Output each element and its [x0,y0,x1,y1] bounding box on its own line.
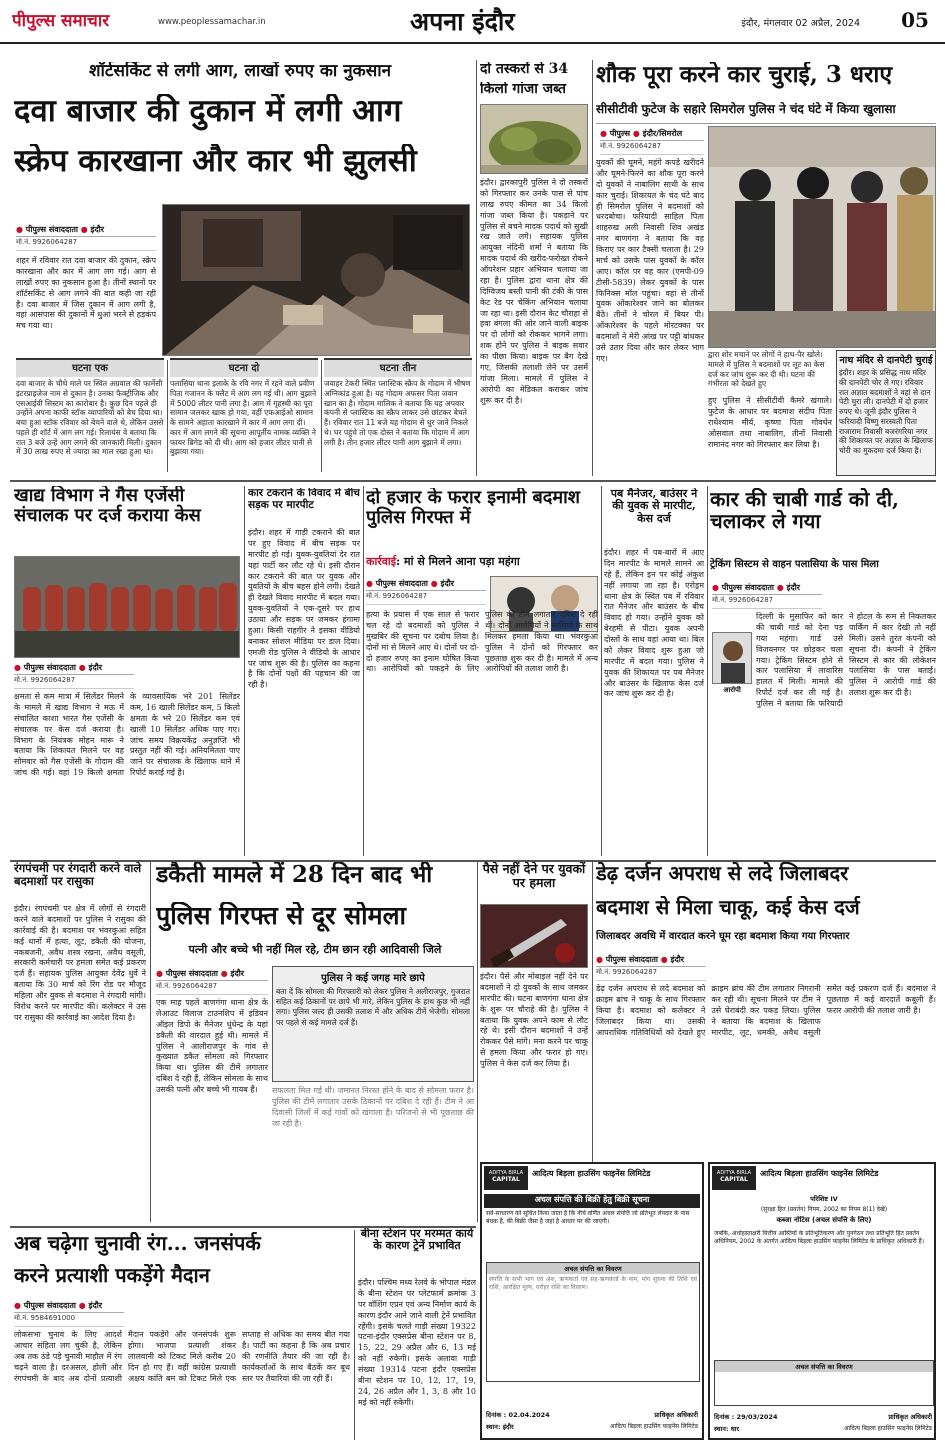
absconding-kicker: कार्रवाई: मां से मिलने आना पड़ा महंगा [366,555,520,568]
ganja-body: इंदौर। द्वारकापुरी पुलिस ने दो तस्करों को गिरफ्तार कर उनके पास से पांच लाख रुपए कीमत का 34 किलो गांजा जब्त किया है। पकड़ाने पर पुलिस से बचने मादक पदार्थ को सुखी रख जाते लगे। सहायक पुलिस आयुक्त नंदिनी शर्मा ने बताया कि मादक पदार्थ की खरीद-फरोख्त रोकने ऑपरेशन प्रहार अभियान चलाया जा रहा है। पुलिस द्वारा थाना क्षेत्र की दिग्विजय बस्ती पानी की टंकी के पास केट रेड पर चेकिंग अभियान चलाया जा रहा था। इसी दौरान केट चौराहा से हवा बंगला की ओर जाने वाली बाइक पर दो लोगों को रोककर भागने लगा। शक होने पर पुलिस ने बाइक सवार का पीछा किया। बाइक पर बैग देखे गए, जिसकी तलाशी लेने पर उसमें गांजा मिला। मामले में पुलिस ने आरोपी का मेडिकल कराकर जांच शुरू कर दी है। [480,178,588,405]
externment-body: डेढ़ दर्जन अपराध से लदे बदमाश को क्राइम ब्रांच ने चाकू के साथ गिरफ्तार किया है। बदमाश को कलेक्टर ने जिलाबदर किया था। उसकी आपराधिक गतिविधियों को देखते हुए क्राइम ब्रांच की टीम लगातार निगरानी कर रही थी। सूचना मिलने पर टीम ने उसे घेराबंदी कर पकड़ लिया। पुलिस ने बताया कि बदमाश के खिलाफ मारपीट, लूट, धमकी, अवैध वसूली समेत कई प्रकरण दर्ज हैं। बदमाश ने पूछताछ में कई वारदातें कबूली हैं। फरार आरोपी की तलाश जारी है। [596,984,936,1037]
fire-body: शहर में रविवार रात दवा बाजार की दुकान, स्क्रेप कारखाना और कार में आग लग गई। आग से लाखों रुपए का नुकसान हुआ है। तीनों स्थानों पर शॉर्टसर्किट से आग लगने की बात कही जा रही है। दवा बाजार में जिस दुकान में आग लगी है, वहां आसपास की दुकानों में धुआं भरने से हड़कंप मच गया था। [16,256,156,331]
ad-right-fine-print: जबकि, अधोहस्ताक्षरी वित्तीय आस्तियों के प्रतिभूतिकरण और पुनर्गठन तथा प्रतिभूति हित प्रवर्तन अधिनियम, 2002 के अंतर्गत आदित्य बिड़ला हाउसिंग फाइनेंस लिमिटेड के प्राधिकृत अधिकारी हैं। [714,1230,924,1245]
dacoity-body: एक माह पहले बाणगंगा थाना क्षेत्र के लेआउट विलाज टाउनशिप में इंडियन ऑइल डिपो के मैनेजर धुंधेन्द्र के यहां डकैती की वारदात हुई थी। मामले में पुलिस ने आलीराजपुर के गांव से कुख्यात डकैत सोमला को गिरफ्तार किया था। पुलिस की टीमें लगातार दबिश दे रही हैं, लेकिन सोमला के साथ उसकी पत्नी और बच्चे भी गायब हैं। [156,998,268,1094]
gas-byline: ● पीपुल्स संवाददाता ● इंदौर मो.नं. 9926064287 [14,660,134,690]
gas-body: क्षमता से कम मात्रा में सिलेंडर मिलने के मामले में खाद्य विभाग ने मऊ में संचालित काशा भारत गैस एजेंसी के संचालक पर केस दर्ज कराया है। विभाग के नियंत्रक मोहन मारू ने बताया कि शिकायत मिलने पर वह सोमवार को गैस एजेंसी के गोदाम की जांच की गई। वहां 19 किलो क्षमता के व्यावसायिक भरे 201 सिलेंडर कम, 16 खाली सिलेंडर कम, 5 किलो क्षमता के भरे 20 सिलेंडर कम एवं खाली 10 सिलेंडर अधिक पाए गए। जांच समय विक्रयकेंद्र अनुज्ञप्ति भी प्रस्तुत नहीं की गई। अनियमितता पाए जाने पर संचालक के खिलाफ थाने में रिपोर्ट कराई गई है। [14,692,240,778]
fire-kicker: शॉर्टसर्किट से लगी आग, लाखों रुपए का नुकसान [88,62,392,81]
ad-right-company: आदित्य बिड़ला हाउसिंग फाइनेंस लिमिटेड [760,1169,879,1178]
ad-right-signatory-company: आदित्य बिड़ला हाउसिंग फाइनेंस लिमिटेड [843,1425,932,1432]
fire-box-1: घटना एक दवा बाजार के चौथे माले पर स्थित अग्रवाल की फार्मेसी इंटरप्राइजेज नाम से दुकान है। उनका फैक्ट्रीजिक और एसआईवी सिस्टम का कारोबार है। कुछ दिन पहले ही उन्होंने अपना काफी स्टॉक व्यापारियों को बेच दिया था। बचा हुआ स्टॉक रविवार को बेचने वाले थे, लेकिन उससे पहले ही शॉर्ट में आग लग गई। रिलायंस वे बताया कि रात 3 बजे उन्हें आग लगने की जानकारी मिली। दुकान में 30 लाख रुपए से ज्यादा का माल रखा हुआ था। [16,358,164,474]
ad-left-logo: ADITYA BIRLA CAPITAL [484,1166,528,1190]
bouncer-body: इंदौर। शहर में पब-बारों में आए दिन मारपीट के मामले सामने आ रहे हैं, लेकिन इन पर कोई अंकुश नहीं लगाया जा रहा है। एरोड्रम थाना क्षेत्र के स्थित पब में रविवार रात मैनेजर और बाउंसर के बीच विवाद हो गया। उन्होंने युवक को बेरहमी से पीटा। युवक अपनी दोस्तों के साथ वहां आया था। बिल को लेकर विवाद शुरू हुआ जो मारपीट में बदल गया। पुलिस ने युवक की शिकायत पर पब मैनेजर और बाउंसर के खिलाफ केस दर्ज कर जांच शुरू कर दी है। [604,548,704,699]
fire-box-2: घटना दो पलासिया थाना इलाके के रवि नगर में रहने वाले प्रवीण पिता गजानन के फ्लैट में आग लग गई थी। आग बुझाने में 5000 लीटर पानी लगा है। आग में गृहस्थी का पूरा सामान जलकर खाक हो गया, वहीं एफआईओ सामान के सामने अहाता कारखाने में कार में आग लगा दी। कार में आग लगने की सूचना आपूर्तीय नामक व्यक्ति ने फायर ब्रिगेड को दी थी। आग को हजार लीटर पानी से बुझाया गया। [170,358,318,474]
bouncer-headline: पब मैनेजर, बाउंसर ने की युवक से मारपीट, केस दर्ज [610,488,698,525]
car-theft-caption: द्वारा शोर मचाने पर लोगों ने हाथ-पैर खोले। मामले में पुलिस ने बदमाशों पर लूट का केस दर्ज कर जांच शुरू कर दी थी। घटना की गंभीरता को देखते हुए [708,350,825,389]
car-theft-body: युवकों की घूमने, महंगे कपड़े खरीदने और घूमने-फिरने का शौक पूरा करने दो युवकों ने नाबालिग साथी के साथ कार चुराई। शिकायत के चंद घंटे बाद ही सिमरोल पुलिस ने बदमाशों को धरदबोचा। फरियादी साहिल पिता शाहरुख अली निवासी शिव अखंड नगर बाणगंगा ने बताया कि वह किराए पर कार टैक्सी चलाता है। 29 मार्च को उसके पास युवकों के कॉल आए। कॉल पर वह कार (एमपी-09 टीसी-5839) लेकर युवकों के पास फिनिक्स मॉल पहुंचा। वहां से तीनों युवक ओंकारेश्वर जाने का बोलकर बैठे। तीनों ने चोरल में बियर पी। ओंकारेश्वर के पहले मोरटक्का पर बदमाशों ने मेरी आंख पर पट्टी बांधकर उसे उतार दिया और कार लेकर भाग गए। [596,158,704,363]
ad-right-appendix: परिशिष्ट IV [810,1195,838,1203]
date-line: इंदौर, मंगलवार 02 अप्रैल, 2024 [741,18,860,29]
gas-headline: खाद्य विभाग ने गैस एजेंसी संचालक पर दर्ज कराया केस [14,486,201,527]
absconding-byline: ● पीपुल्स संवाददाता ● इंदौर मो.नं. 9926064287 [366,576,486,606]
car-theft-photo [708,126,936,348]
externment-subhead: जिलाबदर अवधि में वारदात करने घूम रहा बदमाश किया गया गिरफ्तार [596,931,850,942]
ganja-photo [480,104,588,174]
externment-byline: ● पीपुल्स संवाददाता ● इंदौर मो.नं. 9926064287 [596,952,706,982]
election-headline-1: अब चढ़ेगा चुनावी रंग... जनसंपर्क [14,1232,261,1255]
ad-left-signatory: प्राधिकृत अधिकारी [654,1411,698,1419]
dacoity-byline: ● पीपुल्स संवाददाता ● इंदौर मो.नं. 9926064287 [156,966,268,996]
dacoity-headline-2: पुलिस गिरफ्त से दूर सोमला [156,902,406,930]
ad-left-place: स्थान: इंदौर [486,1423,514,1431]
ad-right-date: दिनांक : 29/03/2024 [714,1413,778,1421]
ad-right-logo: ADITYA BIRLA CAPITAL [712,1166,756,1190]
paper-logo: पीपुल्स समाचार [12,11,110,31]
guard-body: दिल्ली के मुसाफिर को कार की चाबी गार्ड को देना पड़ गया महंगा। गार्ड उसे विजयनगर पर छोड़कर चला गया। ट्रेकिंग सिस्टम होने से कार पलासिया में लावारिस हालत में मिली। मामले की रिपोर्ट दर्ज कर ली गई है। पुलिस ने बताया कि फरियादी ने होटल के रूम से निकलकर पार्किंग में कार देखी तो नहीं मिली। उसने तुरंत कंपनी को सूचना दी। कंपनी ने ट्रेकिंग सिस्टम से कार की लोकेशन पलासिया के पास बताई। पुलिस ने आरोपी गार्ड की तलाश शुरू कर दी है। [756,612,936,708]
ad-left-fine-print: सर्व-साधारण को सूचित किया जाता है कि नीचे वर्णित अचल संपत्ति जो प्रतिभूत लेनदार के पास बंधक है, की बिक्री जैसा है जहां है आधार पर की जाएगी। [486,1210,690,1225]
ad-left-notice-title: अचल संपत्ति की बिक्री हेतु बिक्री सूचना [484,1194,700,1208]
road-fight-body: इंदौर। शहर में गाड़ी टकराने की बात पर हुए विवाद में बीच सड़क पर मारपीट हो गई। युवक-युवतियां देर रात यहां पार्टी कर लौट रहे थे। इसी दौरान कार टकराने की बात पर युवक और युवतियों के बीच बहस होने लगी। देखते ही देखते विवाद मारपीट में बदल गया। युवक-युवतियों ने एक-दूसरे पर हाथ उठाया और सड़क पर जमकर हंगामा हुआ। किसी राहगीर ने इसका वीडियो बनाकर सोशल मीडिया पर डाल दिया। एमजी रोड पुलिस ने वीडियो के आधार पर जांच शुरू की है। पुलिस का कहना है कि दोनों पक्षों की पहचान की जा रही है। [248,528,360,690]
railway-headline: बीना स्टेशन पर मरम्मत कार्य के कारण ट्रेनें प्रभावित [360,1228,474,1253]
election-byline: ● पीपुल्स संवाददाता ● इंदौर मो.नं. 9584691000 [14,1298,124,1328]
knife-photo [480,904,588,968]
road-fight-headline: कार टकराने के विवाद में बीच सड़क पर मारपीट [248,488,360,511]
ad-left-date: दिनांक : 02.04.2024 [486,1411,550,1419]
ad-right [708,1162,936,1440]
guard-byline: ● पीपुल्स संवाददाता ● इंदौर मो.नं. 9926064287 [712,580,822,610]
dacoity-box: पुलिस ने कई जगह मारे छापे बता दें कि सोमला की गिरफ्तारी को लेकर पुलिस ने अलीराजपुर, गुजरात सहित कई ठिकानों पर छापे भी मारे, लेकिन पुलिस के हाथ कुछ भी नहीं लगा। पुलिस जल्द ही उसकी तलाश में और अधिक टीमें भेजेगी। सोमला पर पहले से कई मामले दर्ज हैं। [272,966,474,1082]
page-number: 05 [901,8,929,32]
fire-byline: ● पीपुल्स संवाददाता ● इंदौर मो.नं. 9926064287 [16,222,156,254]
ad-right-notice-title: कब्जा नोटिस (अचल संपत्ति के लिए) [776,1216,872,1224]
fire-photo [162,204,470,356]
dacoity-headline-1: डकैती मामले में 28 दिन बाद भी [156,862,433,888]
guard-subhead: ट्रेकिंग सिस्टम से वाहन पलासिया के पास मिला [710,559,879,570]
election-headline-2: करने प्रत्याशी पकड़ेंगे मैदान [14,1264,210,1287]
ad-left-signatory-company: आदित्य बिड़ला हाउसिंग फाइनेंस लिमिटेड [609,1423,698,1430]
ganja-headline-1: दो तस्करों से 34 [480,62,569,77]
rangpanchami-body: इंदौर। रंगपंचमी पर क्षेत्र में लोगों से रंगदारी करने वाले बदमाशों पर पुलिस ने रासुका की कार्रवाई की है। बदमाश पर भंवरकुआं सहित कई थानों में हत्या, लूट, डकैती की योजना, नकबजनी, अवैध शस्त्र रखना, अवैध वसूली, सरकारी कर्मचारी पर हमला समेत कई प्रकरण दर्ज हैं। सहायक पुलिस आयुक्त देवेंद्र धुर्वे ने बताया कि 30 मार्च को रिंग रोड पर मौजूद महिला और युवक से बदमाश ने रंगदारी मांगी। विरोध करने पर मारपीट की। कलेक्टर ने उस पर रासुका की कार्रवाई का आदेश दिया है। [14,904,146,1022]
externment-headline-1: डेढ़ दर्जन अपराध से लदे जिलाबदर [596,862,849,885]
railway-body: इंदौर। पश्चिम मध्य रेलवे के भोपाल मंडल के बीना स्टेशन पर प्लेटफार्म क्रमांक 3 पर वॉशिंग एप्रन एवं अन्य निर्माण कार्य के कारण इंदौर आने जाने वाली ट्रेनें प्रभावित रहेंगी। इसके चलते गाड़ी संख्या 19322 पटना-इंदौर एक्सप्रेस बीना स्टेशन पर 8, 15, 22, 29 अप्रैल और 6, 13 मई को नहीं रुकेगी। इसके अलावा गाड़ी संख्या 19314 पटना इंदौर एक्सप्रेस बीना स्टेशन पर 10, 12, 17, 19, 24, 26 अप्रैल और 1, 3, 8 और 10 मई को नहीं रुकेगी। [358,1278,476,1407]
knife-headline: पैसे नहीं देने पर युवकों पर हमला [482,862,586,890]
ad-right-signatory: प्राधिकृत अधिकारी [888,1413,932,1421]
car-theft-subhead: सीसीटीवी फुटेज के सहारे सिमरोल पुलिस ने चंद घंटे में किया खुलासा [596,100,936,124]
temple-box: नाथ मंदिर से दानपेटी चुराई इंदौर। शहर के प्रसिद्ध नाथ मंदिर की दानपेटी चोर ले गए। रविवार रात अज्ञात बदमाशों ने वहां से दान पेटी चुरा ली। दानपेटी में दो हजार रुपए थे। जूनी इंदौर पुलिस ने फरियादी विष्णु सरस्वती पिता राजाराम निवासी बजरंगरिया नगर की शिकायत पर अज्ञात के खिलाफ चोरी का मुकदमा दर्ज किया है। [836,350,936,476]
fire-headline-2: स्क्रेप कारखाना और कार भी झुलसी [14,144,417,179]
section-title: अपना इंदौर [410,7,515,36]
ad-right-place: स्थान: धार [714,1425,740,1433]
ganja-headline-2: किलो गांजा जब्त [480,82,566,97]
election-body: लोकसभा चुनाव के लिए आदर्श आचार संहिता लग चुकी है, लेकिन अब तक ठंडे पड़े चुनावी माहौल में रंग चढ़ने वाला है। दरअसल, होली और रंगपंचमी के बाद अब दोनों प्रत्याशी मैदान पकड़ेंगे और जनसंपर्क शुरू होगा। भाजपा प्रत्याशी शंकर लालवानी को टिकट मिले करीब 20 दिन हो गए हैं। वहीं कांग्रेस प्रत्याशी अक्षय कांति बम को टिकट मिले एक सप्ताह से अधिक का समय बीत गया है। पार्टी का कहना है कि अब प्रचार की रणनीति तैयार की जा रही है। कार्यकर्ताओं के साथ बैठकें कर बूथ स्तर पर तैयारियां की जा रही हैं। [14,1330,350,1383]
guard-headline: कार की चाबी गार्ड को दी, चलाकर ले गया [710,488,899,534]
car-theft-body-2: हुए पुलिस ने सीसीटीवी कैमरे खंगाले। फुटेज के आधार पर बदमाश संदीप पिता राधेश्याम मीर्य, कृष्णा पिता गोवर्धन ओसवाल तथा नाबालिग, तीनों निवासी रामानंद नगर को गिरफ्तार कर लिया है। [708,396,832,449]
ad-left-company: आदित्य बिड़ला हाउसिंग फाइनेंस लिमिटेड [532,1169,651,1178]
ad-right-schedule: अचल संपत्ति का विवरण [714,1360,934,1406]
masthead [0,0,945,44]
car-theft-headline: शौक पूरा करने कार चुराई, 3 धराए [596,62,893,88]
ad-right-rule: (सुरक्षा हित (प्रवर्तन) नियम, 2002 का नियम 8(1) देखें) [760,1206,888,1213]
guard-photo [712,632,752,684]
dacoity-continued: सफलता मिल गई थी। जमानत निरस्त होने के बाद से सोमला फरार है। पुलिस की टीमें लगातार उसके ठिकानों पर दबिश दे रही हैं। टीम ने आदिवासी जिलों में कई गांवों को खंगाला है। परिजनों से भी पूछताछ की जा रही है। [272,1086,474,1128]
externment-headline-2: बदमाश से मिला चाकू, कई केस दर्ज [596,896,860,919]
knife-body: इंदौर। पैसे और मोबाइल नहीं देने पर बदमाशों ने दो युवकों के साथ जमकर मारपीट की। घटना बाणगंगा थाना क्षेत्र के शुरू पर चौराहे की है। पुलिस ने बताया कि युवक अपने काम से लौट रहे थे। इसी दौरान बदमाशों ने उन्हें रोककर पैसे मांगे। मना करने पर चाकू से हमला किया और फरार हो गए। पुलिस ने केस दर्ज कर लिया है। [480,972,588,1068]
gas-photo [14,556,240,658]
ad-left [480,1162,704,1440]
ad-left-table: अचल संपत्ति का विवरण संपत्ति के सभी भाग एवं अंश, ऋणकर्ता एवं सह-ऋणकर्ता के नाम, मांग सूचना की तिथि एवं राशि, आरक्षित मूल्य, धरोहर राशि का विवरण। [486,1262,700,1382]
fire-box-3: घटना तीन जवाहर टेकरी स्थित प्लास्टिक स्क्रैप के गोदाम में भीषण अग्निकांड हुआ है। यह गोदाम अफसर पिता जवान खान का है। गोदाम मालिक ने बताया कि यह अपवार कंपनी से प्लास्टिक का स्क्रैप लाकर उसे छांटकर बेचते हैं। रविवार रात 11 बजे यह गोदाम से धुर जाने निकले थे। घर पहुंचे तो एक दोस्त ने बताया कि गोदाम में आग लगी है। तीन हजार लीटर पानी आग बुझाने में लगा। [324,358,472,474]
rangpanchami-headline: रंगपंचमी पर रंगदारी करने वाले बदमाशों पर रासुका [14,862,142,888]
absconding-body: हत्या के प्रयास में एक साल से फरार चल रहे दो बदमाशों को पुलिस ने मुखबिर की सूचना पर दबोच लिया है। दोनों मां से मिलने आए थे। दोनों पर दो-दो हजार रुपए का इनाम घोषित किया था। आरोपियों को पकड़ने के लिए पुलिस की टीमें लगातार दबिश दे रही थीं। दोनों आरोपियों ने साथियों के साथ मिलकर हमला किया था। भंवरकुआं पुलिस ने दोनों को गिरफ्तार कर पूछताछ शुरू कर दी है। मामले में अन्य आरोपियों की तलाश जारी है। [366,610,598,674]
car-theft-byline: ● पीपुल्स ● इंदौर/सिमरोल मो.नं. 9926064287 [600,126,704,156]
dacoity-subhead: पत्नी और बच्चे भी नहीं मिल रहे, टीम छान रही आदिवासी जिले [188,943,442,956]
absconding-headline: दो हजार के फरार इनामी बदमाश पुलिस गिरफ्त में [366,488,580,529]
website-url: www.peoplessamachar.in [158,17,266,27]
guard-photo-label: आरोपी [723,686,741,694]
fire-headline-1: दवा बाजार की दुकान में लगी आग [14,94,402,129]
